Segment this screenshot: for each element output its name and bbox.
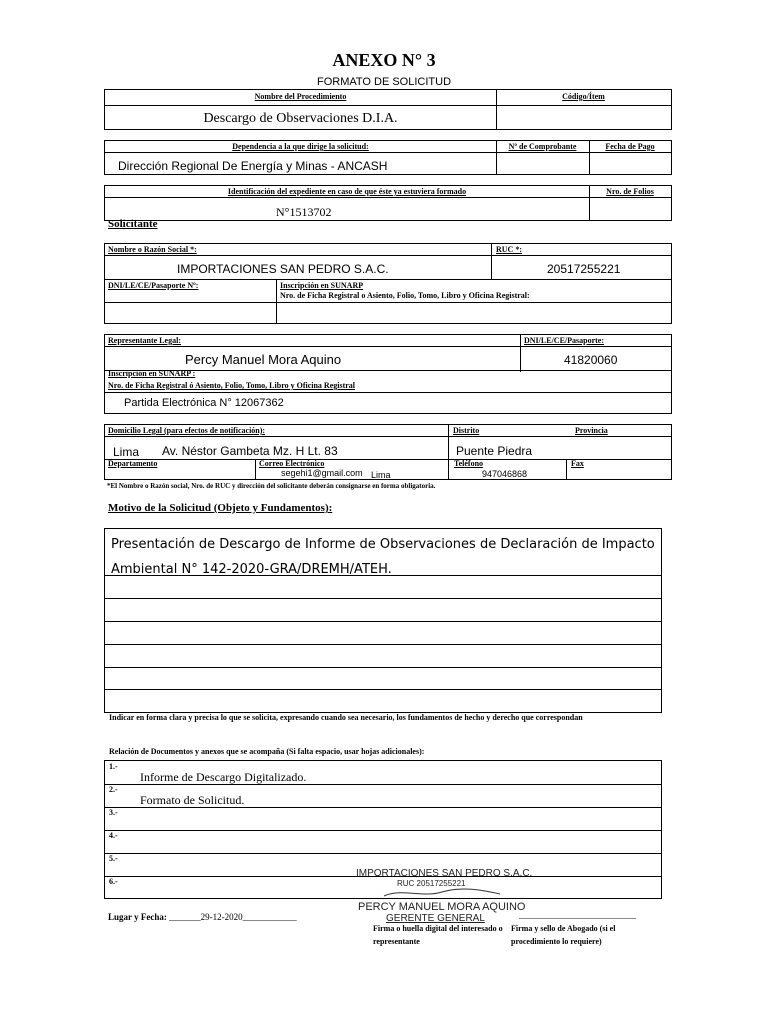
voucher-label: Nº de Comprobante (508, 142, 577, 151)
procedure-name-label: Nombre del Procedimiento (254, 92, 347, 101)
procedure-name-value[interactable]: Descargo de Observaciones D.I.A. (203, 111, 398, 126)
payment-date-label: Fecha de Pago (605, 142, 655, 151)
file-label: Identificación del expediente en caso de que éste ya estuviera formado (227, 187, 467, 196)
document-item-number: 6.- (109, 877, 118, 886)
email-label: Correo Electrónico (259, 459, 325, 468)
applicant-dni-label: DNI/LE/CE/Pasaporte Nº: (108, 281, 199, 290)
legal-rep-box (104, 334, 672, 414)
legal-rep-sunarp-detail-label: Nro. de Ficha Registral ó Asiento, Folio, Tomo, Libro y Oficina Registral (108, 381, 356, 390)
instruction-text: Indicar en forma clara y precisa lo que se solicita, expresando cuando sea necesario, los fundamentos de hecho y derecho que correspondan (109, 713, 583, 722)
document-item-text[interactable]: Formato de Solicitud. (140, 793, 245, 807)
legal-rep-name-value[interactable]: Percy Manuel Mora Aquino (185, 352, 342, 367)
motive-line-1: Presentación de Descargo de Informe de Observaciones de Declaración de Impacto (111, 537, 655, 552)
stamp-ruc: RUC 20517255221 (397, 879, 466, 888)
department-value[interactable]: Lima (371, 470, 391, 480)
company-stamp (352, 866, 533, 926)
email-value[interactable]: segehi1@gmail.com (281, 468, 363, 478)
folios-label: Nro. de Folios (606, 187, 654, 196)
dependency-box (104, 140, 672, 175)
mandatory-note: *El Nombre o Razón social, Nro. de RUC y dirección del solicitante deberán consignarse en forma obligatoria. (107, 482, 436, 490)
applicant-ruc-label: RUC *: (496, 245, 522, 254)
place-date (108, 912, 297, 922)
applicant-name-label: Nombre o Razón Social *: (108, 245, 197, 254)
applicant-sunarp-label: Inscripción en SUNARP (280, 281, 364, 290)
lawyer-signature-line: __________________________ (519, 910, 636, 920)
file-value[interactable]: N°1513702 (276, 205, 332, 219)
document-item-number: 4.- (109, 831, 118, 840)
procedure-box (104, 89, 672, 130)
dependency-value[interactable]: Dirección Regional De Energía y Minas - ANCASH (118, 159, 388, 173)
address-street-value[interactable]: Av. Néstor Gambeta Mz. H Lt. 83 (162, 444, 338, 458)
document-item-number: 2.- (109, 785, 118, 794)
file-box (104, 185, 672, 221)
signature-interested-label: Firma o huella digital del interesado o representante (373, 924, 503, 946)
document-item-number: 3.- (109, 808, 118, 817)
stamp-name: PERCY MANUEL MORA AQUINO (358, 901, 526, 913)
procedure-code-label: Código/Ítem (562, 92, 605, 101)
motive-line-2: Ambiental N° 142-2020-GRA/DREMH/ATEH. (111, 562, 392, 577)
page-subtitle: FORMATO DE SOLICITUD (316, 76, 452, 88)
department-label: Departamento (108, 459, 158, 468)
motive-title: Motivo de la Solicitud (Objeto y Fundamentos): (108, 502, 333, 514)
applicant-ruc-value[interactable]: 20517255221 (547, 262, 621, 276)
page-title: ANEXO N° 3 (332, 50, 436, 70)
phone-value[interactable]: 947046868 (482, 469, 528, 479)
stamp-role: GERENTE GENERAL (386, 913, 485, 924)
dependency-label: Dependencia a la que dirige la solicitud: (232, 142, 369, 151)
legal-rep-dni-value[interactable]: 41820060 (564, 353, 618, 367)
legal-rep-registry-value[interactable]: Partida Electrónica N° 12067362 (124, 397, 284, 409)
applicant-box (104, 243, 672, 324)
phone-label: Teléfono (454, 459, 484, 468)
fax-label: Fax (571, 459, 584, 468)
legal-rep-label: Representante Legal: (108, 336, 181, 345)
applicant-sunarp-detail-label: Nro. de Ficha Registral o Asiento, Folio, Tomo, Libro y Oficina Registral: (280, 291, 530, 300)
applicant-section-title: Solicitante (108, 218, 158, 230)
stamp-company: IMPORTACIONES SAN PEDRO S.A.C. (356, 868, 533, 879)
district-label: Distrito (453, 426, 480, 435)
applicant-name-value[interactable]: IMPORTACIONES SAN PEDRO S.A.C. (177, 262, 389, 276)
province-label: Provincia (575, 426, 608, 435)
address-district-value[interactable]: Puente Piedra (456, 444, 533, 458)
address-city-value[interactable]: Lima (113, 445, 140, 459)
legal-rep-dni-label: DNI/LE/CE/Pasaporte: (524, 336, 604, 345)
motive-box[interactable] (104, 528, 662, 713)
address-box (104, 424, 672, 480)
place-date-label: Lugar y Fecha: (108, 912, 167, 922)
document-item-text[interactable]: Informe de Descargo Digitalizado. (140, 770, 307, 784)
address-label: Domicilio Legal (para efectos de notificación): (108, 426, 266, 435)
document-item-number: 5.- (109, 854, 118, 863)
place-date-value[interactable]: _______29-12-2020____________ (166, 912, 297, 922)
signature-lawyer-label: Firma y sello de Abogado (si el procedimiento lo requiere) (511, 924, 616, 946)
documents-title: Relación de Documentos y anexos que se acompaña (Si falta espacio, usar hojas adicionales): (109, 747, 425, 756)
legal-rep-sunarp-label: Inscripción en SUNARP : (108, 369, 196, 378)
document-item-number: 1.- (109, 762, 118, 771)
